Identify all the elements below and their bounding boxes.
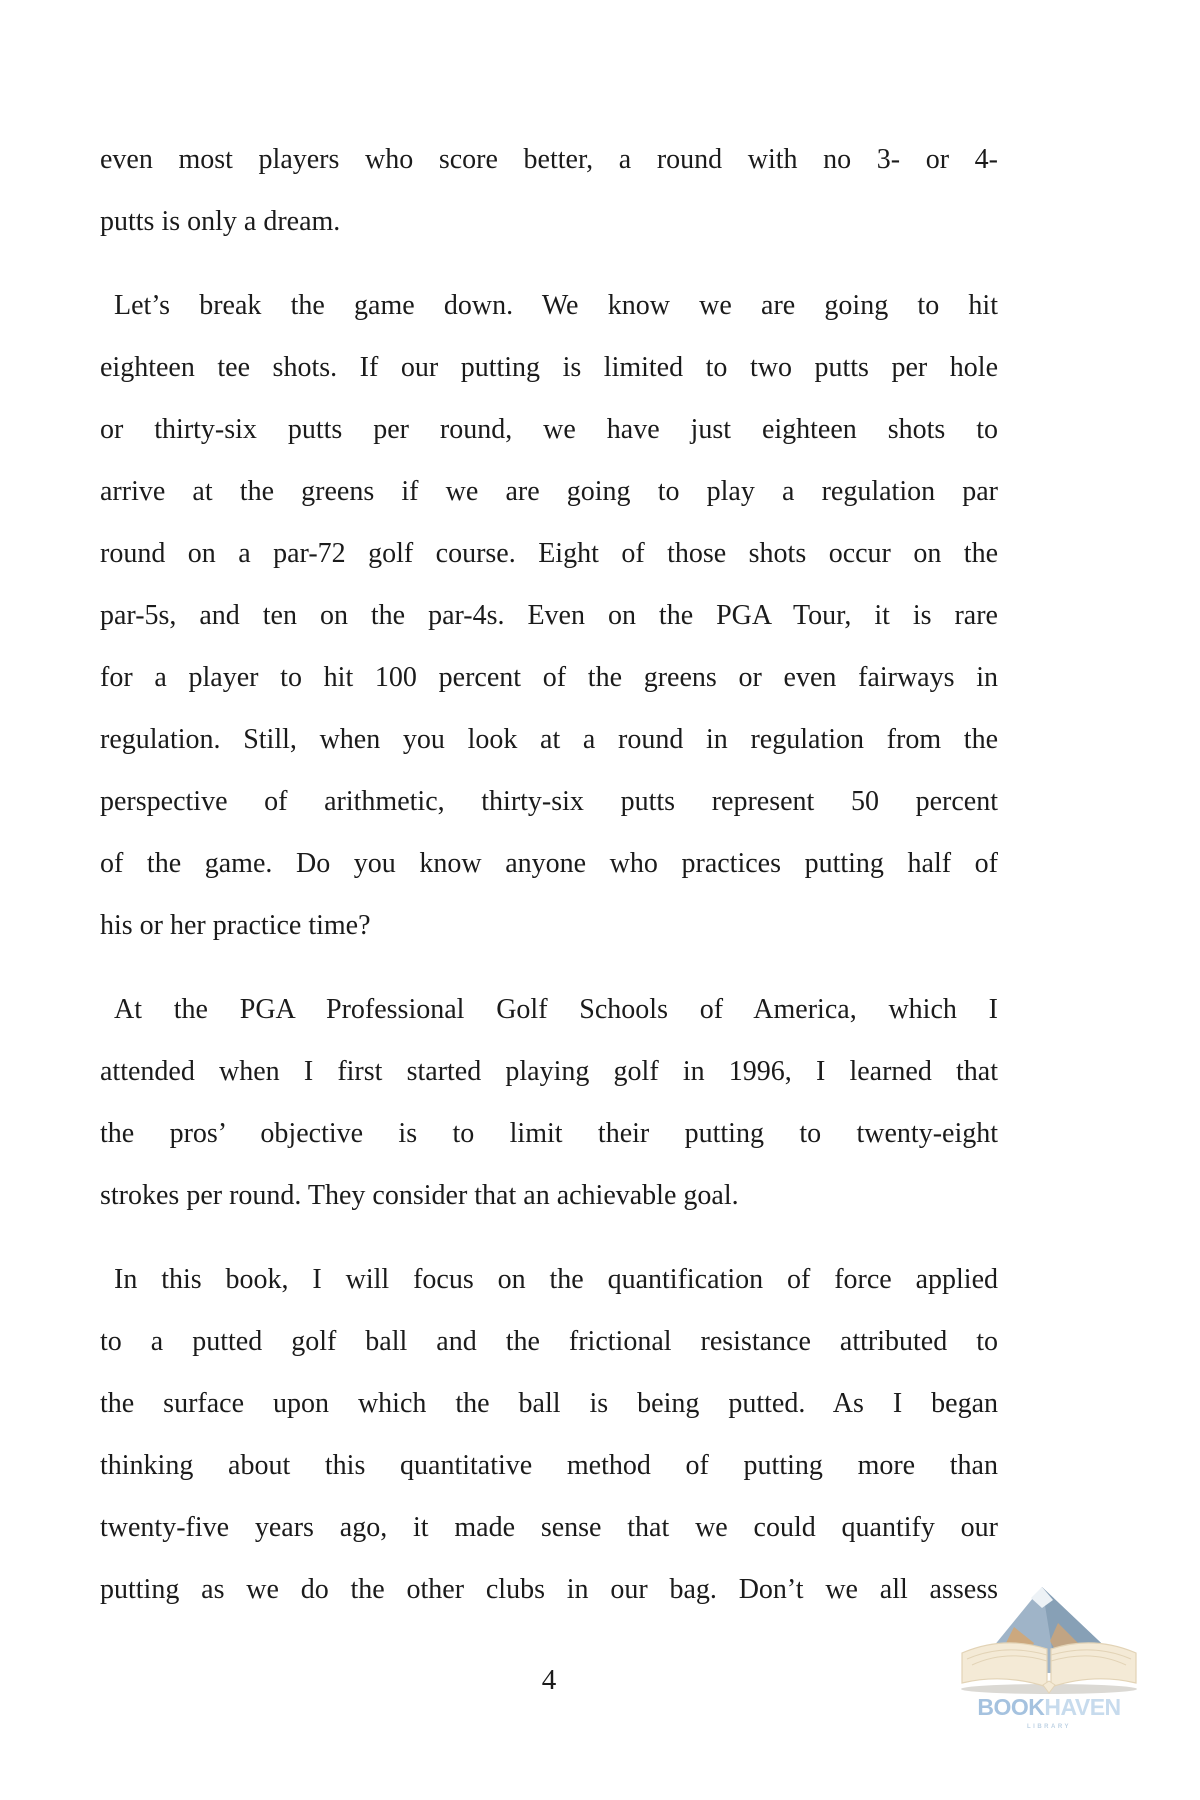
text-line: round on a par-72 golf course. Eight of those shots occur on the (100, 538, 998, 569)
paragraph (100, 275, 998, 957)
wordmark (977, 1694, 1120, 1720)
text-line: his or her practice time? (100, 910, 371, 941)
page-number: 4 (541, 1664, 557, 1696)
wordmark-caption: LIBRARY (1027, 1724, 1071, 1730)
text-line: to a putted golf ball and the frictional resistance attributed to (100, 1326, 998, 1357)
text-line: eighteen tee shots. If our putting is limited to two putts per hole (100, 352, 998, 383)
paragraph (100, 129, 998, 253)
text-line: twenty-five years ago, it made sense that we could quantify our (100, 1512, 998, 1543)
wordmark-haven: HAVEN (1044, 1694, 1121, 1720)
text-line: regulation. Still, when you look at a round in regulation from the (100, 724, 998, 755)
text-line: At the PGA Professional Golf Schools of America, which I (114, 994, 998, 1025)
text-block (100, 129, 998, 1621)
text-line: perspective of arithmetic, thirty-six putts represent 50 percent (100, 786, 998, 817)
wordmark-book: BOOK (977, 1694, 1045, 1720)
text-line: for a player to hit 100 percent of the greens or even fairways in (100, 662, 998, 693)
text-line: strokes per round. They consider that an achievable goal. (100, 1180, 739, 1211)
text-line: par-5s, and ten on the par-4s. Even on the PGA Tour, it is rare (100, 600, 998, 631)
text-line: arrive at the greens if we are going to play a regulation par (100, 476, 998, 507)
paragraph (100, 979, 998, 1227)
text-line: In this book, I will focus on the quantification of force applied (114, 1264, 998, 1295)
text-line: thinking about this quantitative method of putting more than (100, 1450, 998, 1481)
text-line: Let’s break the game down. We know we are going to hit (114, 290, 998, 321)
text-line: of the game. Do you know anyone who practices putting half of (100, 848, 998, 879)
text-line: the pros’ objective is to limit their putting to twenty-eight (100, 1118, 998, 1149)
text-line: even most players who score better, a round with no 3- or 4- (100, 144, 998, 175)
paragraph (100, 1249, 998, 1621)
text-line: or thirty-six putts per round, we have just eighteen shots to (100, 414, 998, 445)
text-line: attended when I first started playing golf in 1996, I learned that (100, 1056, 998, 1087)
text-line: the surface upon which the ball is being putted. As I began (100, 1388, 998, 1419)
text-line: putting as we do the other clubs in our bag. Don’t we all assess (100, 1574, 998, 1605)
text-line: putts is only a dream. (100, 206, 341, 237)
